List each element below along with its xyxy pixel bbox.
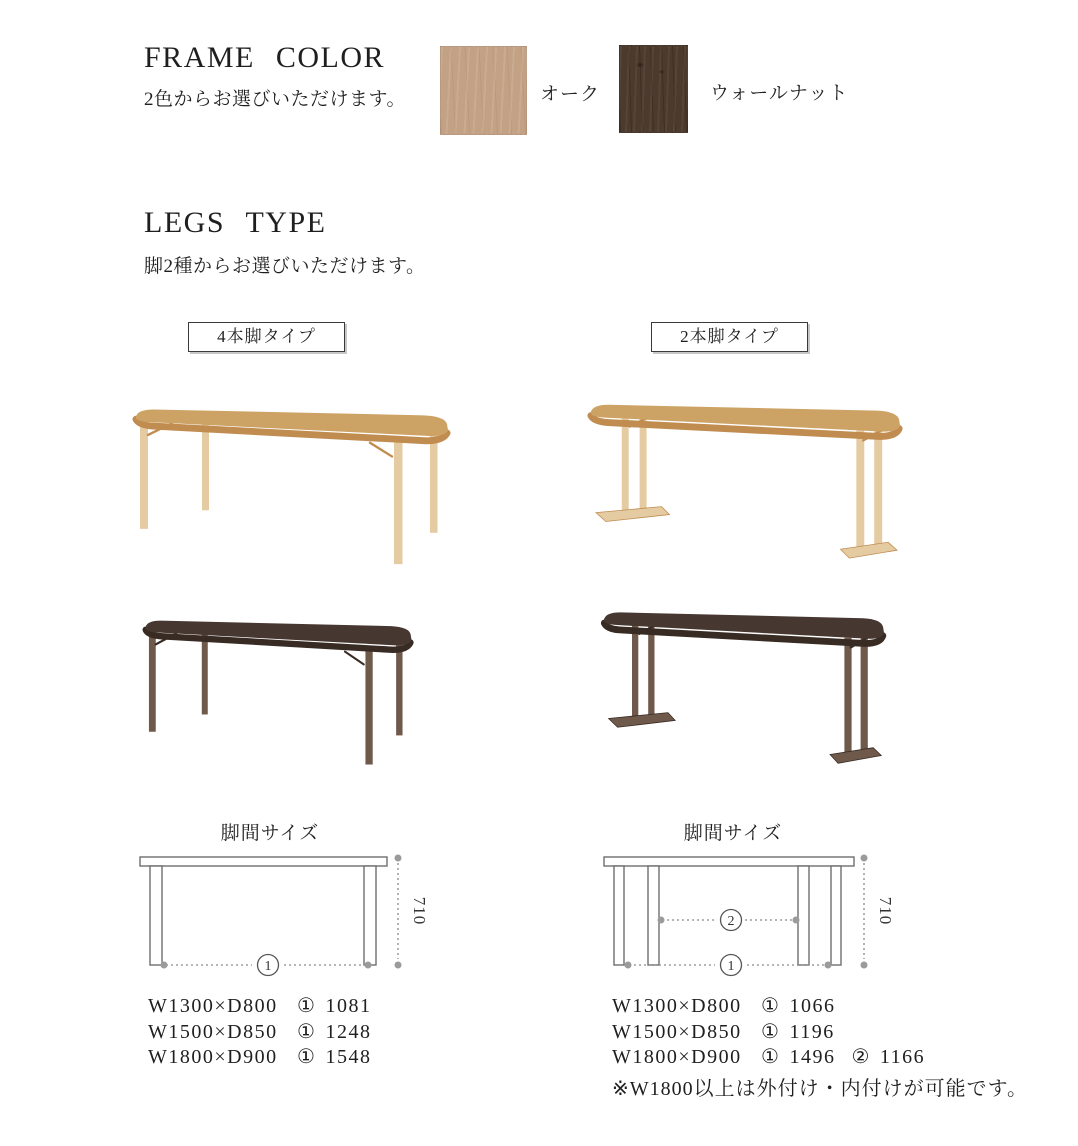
dim1-marker: ① [297, 995, 317, 1017]
size-row [612, 993, 1028, 1019]
dim1-marker: 1 [727, 959, 735, 974]
dim2-marker: ② [851, 1046, 871, 1068]
size-dims: W1300×D800 [612, 995, 742, 1017]
tabletop-bar [604, 857, 854, 866]
dim1-marker: ① [761, 1020, 781, 1043]
left-inner-leg [648, 866, 659, 965]
height-dimension-label: 710 [876, 896, 895, 926]
four-leg-type-label: 4本脚タイプ [188, 322, 345, 352]
two-leg-type-label: 2本脚タイプ [651, 322, 808, 352]
oak-color-swatch [440, 46, 527, 135]
right-outer-leg [831, 866, 841, 965]
legs-type-subtitle: 脚2種からお選びいただけます。 [144, 256, 426, 277]
dim1-marker: ① [761, 995, 781, 1017]
size-row [148, 993, 371, 1019]
dim1-marker: ① [761, 1046, 781, 1068]
size-row [148, 1044, 371, 1070]
size-dims: W1800×D900 [612, 1046, 742, 1068]
four-leg-dimension-diagram [136, 847, 428, 977]
walnut-four-leg-table-image [137, 597, 420, 770]
left-leg [150, 866, 162, 965]
size-dims: W1800×D900 [148, 1046, 278, 1068]
dim1-marker: ① [297, 1046, 317, 1068]
mounting-note: ※W1800以上は外付け・内付けが可能です。 [612, 1077, 1029, 1100]
dim1-marker: ① [297, 1020, 317, 1043]
walnut-two-leg-table-image [596, 589, 893, 774]
dim1-value: 1548 [325, 1046, 372, 1068]
frame-color-title: FRAME COLOR [144, 41, 386, 74]
dim1-value: 1496 [789, 1046, 836, 1068]
left-outer-leg [614, 866, 624, 965]
dim2-marker: 2 [727, 914, 735, 929]
dim2-value: 1166 [879, 1046, 926, 1068]
legs-type-title: LEGS TYPE [144, 206, 327, 239]
right-leg [364, 866, 376, 965]
dim1-value: 1196 [789, 1020, 835, 1043]
dim1-value: 1248 [325, 1020, 372, 1043]
oak-two-leg-table-image [582, 381, 910, 569]
size-dims: W1300×D800 [148, 995, 278, 1017]
size-dims: W1500×D850 [148, 1020, 278, 1043]
size-row [148, 1019, 371, 1045]
two-leg-size-table [612, 993, 1028, 1101]
walnut-swatch-label: ウォールナット [710, 83, 849, 104]
two-leg-dimension-diagram [599, 847, 895, 977]
size-row [612, 1019, 1028, 1045]
frame-color-subtitle: 2色からお選びいただけます。 [144, 89, 406, 110]
dim1-value: 1081 [325, 995, 372, 1017]
oak-four-leg-table-image [126, 384, 458, 570]
size-row [612, 1044, 1028, 1070]
oak-swatch-label: オーク [540, 84, 601, 105]
two-leg-diagram-title: 脚間サイズ [683, 823, 783, 844]
tabletop-bar [140, 857, 387, 866]
size-dims: W1500×D850 [612, 1020, 742, 1043]
four-leg-diagram-title: 脚間サイズ [220, 823, 320, 844]
dim1-marker: 1 [264, 959, 272, 974]
dim1-value: 1066 [789, 995, 836, 1017]
walnut-color-swatch [619, 45, 688, 133]
right-inner-leg [798, 866, 809, 965]
height-dimension-label: 710 [410, 896, 429, 926]
four-leg-size-table [148, 993, 371, 1070]
